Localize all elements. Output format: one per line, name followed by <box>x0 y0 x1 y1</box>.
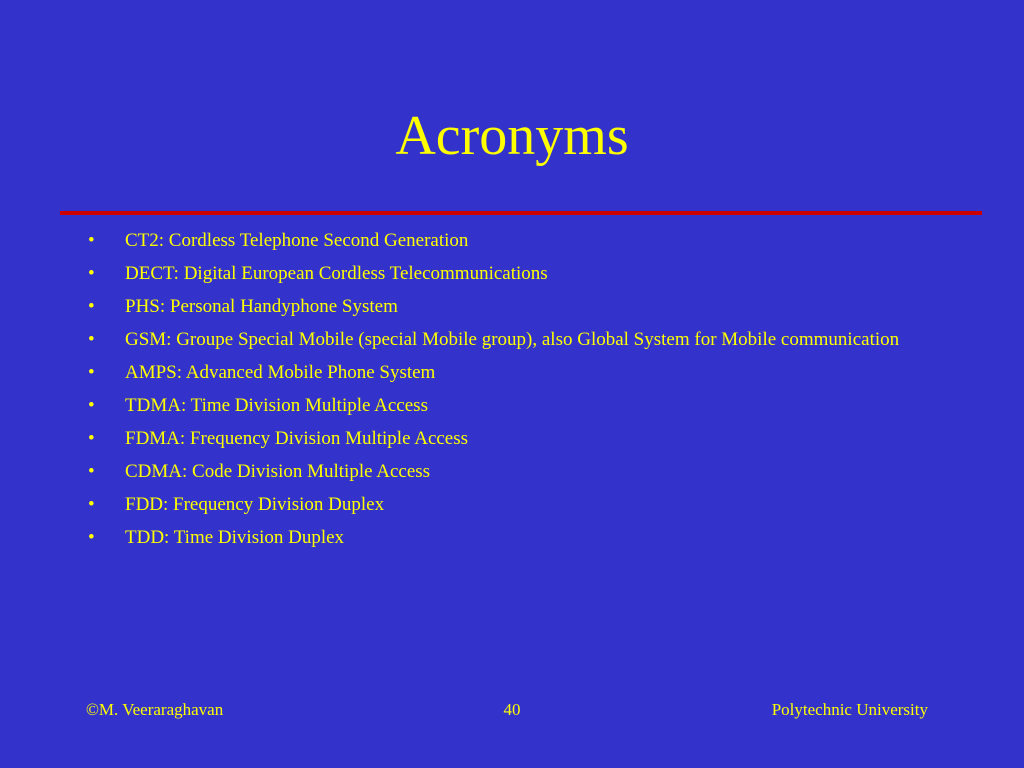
bullet-icon: • <box>88 230 95 251</box>
list-item <box>88 360 948 386</box>
list-item <box>88 525 948 551</box>
list-item <box>88 327 948 353</box>
list-item <box>88 294 948 320</box>
list-item <box>88 492 948 518</box>
slide-title: Acronyms <box>395 105 629 167</box>
list-item-text: TDD: Time Division Duplex <box>125 527 345 548</box>
list-item-text: DECT: Digital European Cordless Telecommunications <box>125 263 548 284</box>
list-item-text: FDMA: Frequency Division Multiple Access <box>125 428 469 449</box>
bullet-icon: • <box>88 296 95 317</box>
footer-institution: Polytechnic University <box>771 700 928 719</box>
list-item-text: TDMA: Time Division Multiple Access <box>125 395 428 416</box>
page-number: 40 <box>503 700 521 719</box>
bullet-icon: • <box>88 494 95 515</box>
list-item-text: FDD: Frequency Division Duplex <box>125 494 385 515</box>
bullet-icon: • <box>88 527 95 548</box>
list-item <box>88 261 948 287</box>
bullet-icon: • <box>88 329 95 350</box>
bullet-icon: • <box>88 395 95 416</box>
list-item-text: AMPS: Advanced Mobile Phone System <box>125 362 436 383</box>
list-item <box>88 228 948 254</box>
bullet-icon: • <box>88 362 95 383</box>
title-divider <box>60 211 982 215</box>
list-item-text: GSM: Groupe Special Mobile (special Mobile group), also Global System for Mobile communication <box>125 329 900 350</box>
footer-author: ©M. Veeraraghavan <box>86 700 224 719</box>
bullet-icon: • <box>88 263 95 284</box>
bullet-icon: • <box>88 461 95 482</box>
list-item <box>88 426 948 452</box>
list-item <box>88 393 948 419</box>
acronym-list <box>88 228 948 558</box>
list-item-text: PHS: Personal Handyphone System <box>125 296 398 317</box>
list-item <box>88 459 948 485</box>
bullet-icon: • <box>88 428 95 449</box>
list-item-text: CT2: Cordless Telephone Second Generation <box>125 230 469 251</box>
list-item-text: CDMA: Code Division Multiple Access <box>125 461 431 482</box>
